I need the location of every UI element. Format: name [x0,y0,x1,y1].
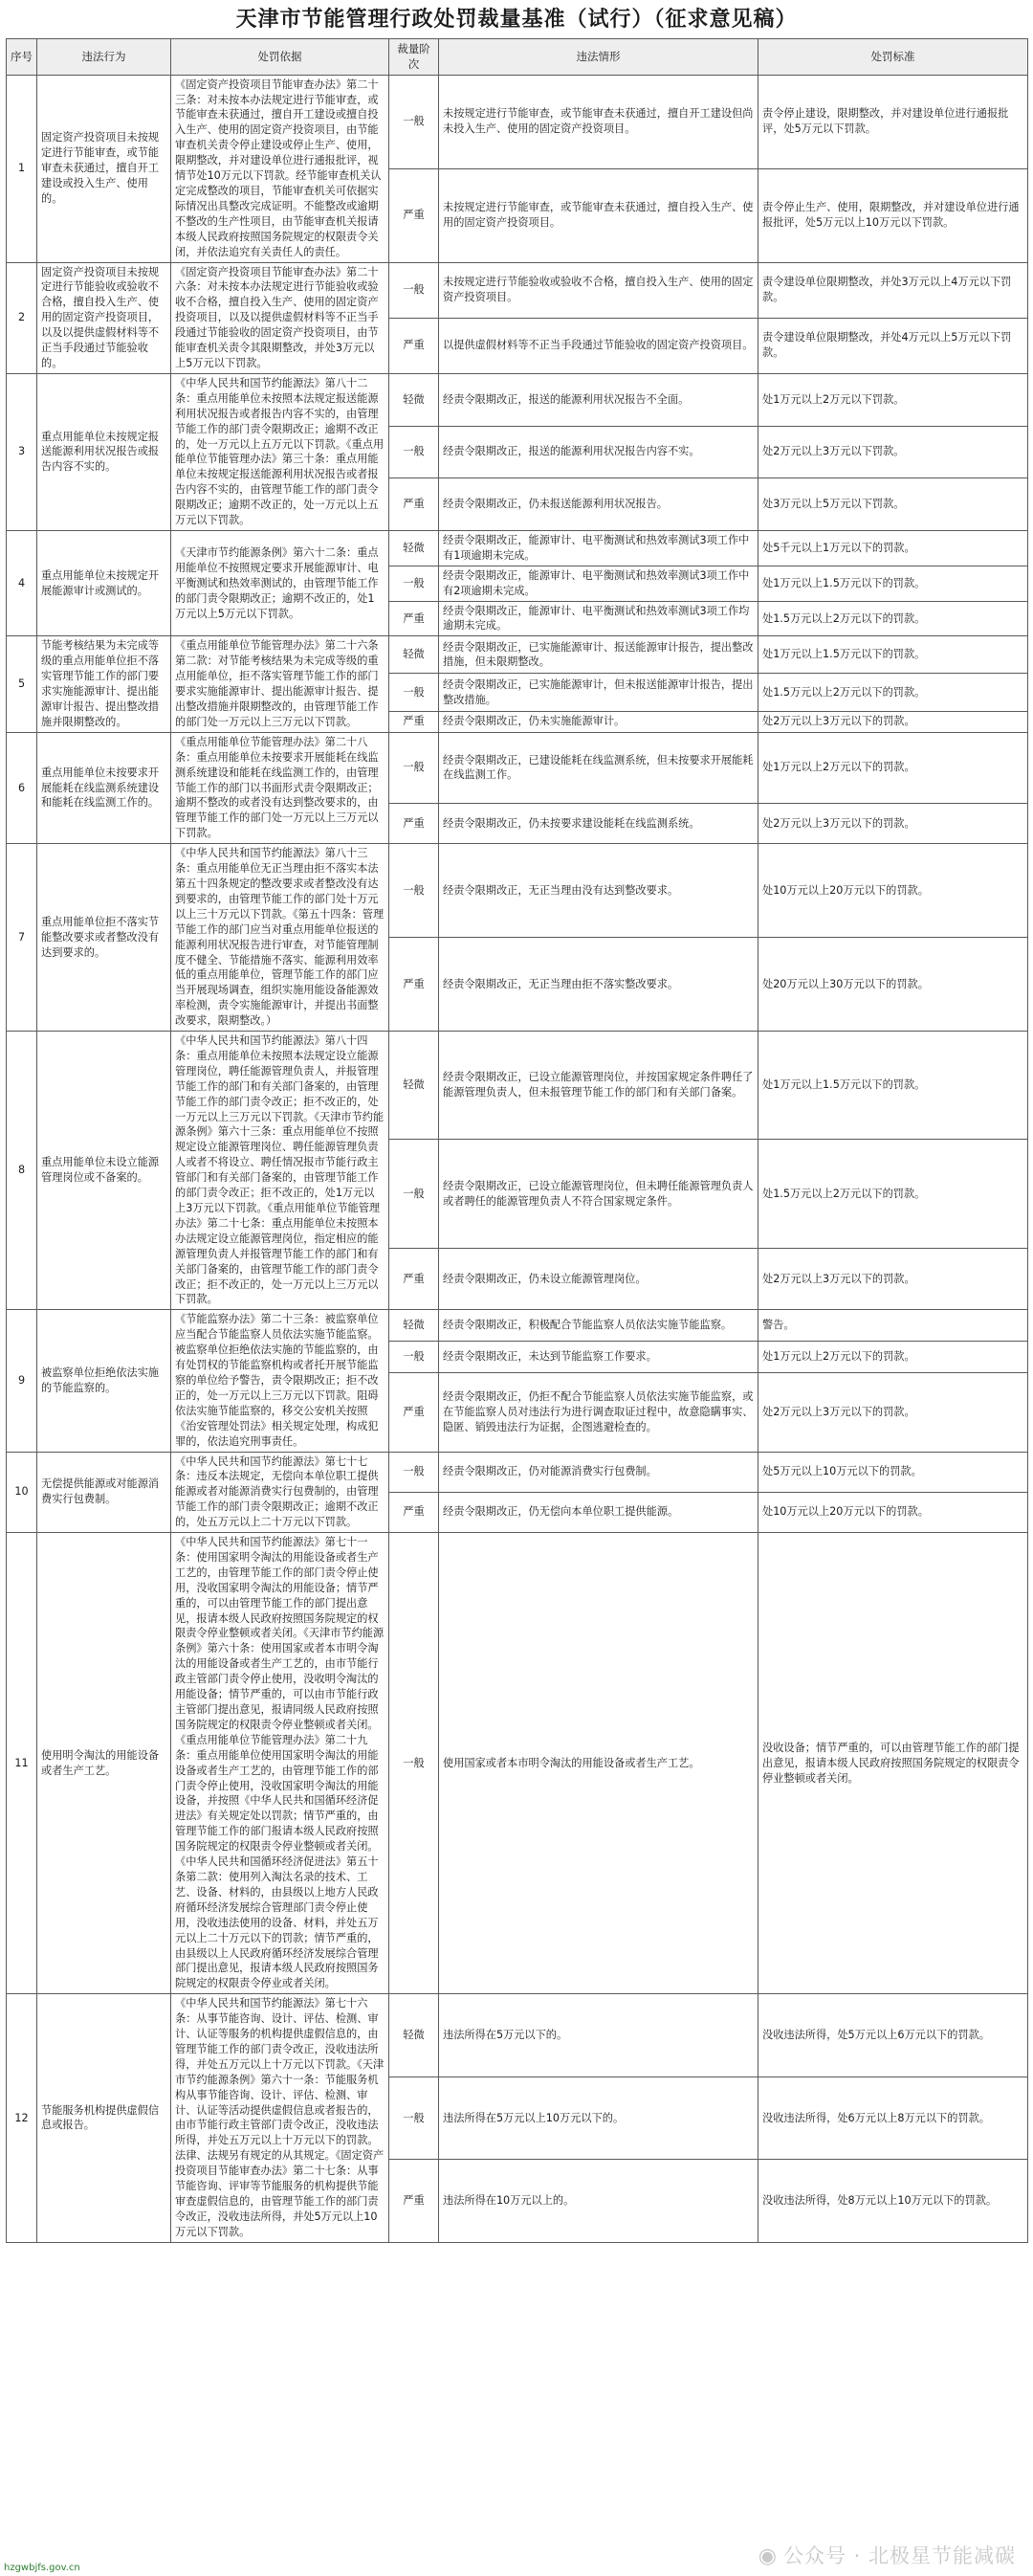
violation-situation: 使用国家或者本市明令淘汰的用能设备或者生产工艺。 [439,1533,758,1994]
violation-act: 使用明令淘汰的用能设备或者生产工艺。 [37,1533,171,1994]
violation-situation: 经责令限期改正，能源审计、电平衡测试和热效率测试3项工作中有1项逾期未完成。 [439,530,758,566]
penalty-basis: 《重点用能单位节能管理办法》第二十六条第二款：对节能考核结果为未完成等级的重点用能单位，拒不落实管理节能工作的部门要求实施能源审计、提出能源审计报告、提出整改措施并限期整改的，由管理节能工作的部门处一万元以上三万元以下罚款。 [171,636,389,732]
discretion-level: 一般 [389,1452,439,1492]
violation-situation: 经责令限期改正，已实施能源审计，但未报送能源审计报告，提出整改措施。 [439,674,758,711]
violation-act: 重点用能单位未按规定开展能源审计或测试的。 [37,530,171,635]
penalty-standard: 处2万元以上3万元以下的罚款。 [758,1372,1028,1452]
table-row [7,1032,1028,1140]
violation-act: 固定资产投资项目未按规定进行节能验收或验收不合格，擅自投入生产、使用的固定资产投资项目，以及以提供虚假材料等不正当手段通过节能验收的。 [37,262,171,373]
discretion-level: 严重 [389,318,439,373]
penalty-standard: 处3万元以上5万元以下罚款。 [758,478,1028,531]
penalty-basis: 《固定资产投资项目节能审查办法》第二十六条：对未按本办法规定进行节能验收或验收不合格，擅自投入生产、使用的固定资产投资项目，以及以提供虚假材料等不正当手段通过节能验收的固定资产投资项目，由节能审查机关责令其限期整改，并处3万元以上5万元以下罚款。 [171,262,389,373]
discretion-level: 一般 [389,2076,439,2160]
header-standard: 处罚标准 [758,39,1028,76]
discretion-level: 严重 [389,1248,439,1309]
row-number: 3 [7,373,37,530]
penalty-standards-table [6,38,1028,2243]
header-situation: 违法情形 [439,39,758,76]
penalty-standard: 没收违法所得，处5万元以上6万元以下的罚款。 [758,1994,1028,2077]
penalty-standard: 处10万元以上20万元以下的罚款。 [758,844,1028,938]
penalty-basis: 《中华人民共和国节约能源法》第八十三条：重点用能单位无正当理由拒不落实本法第五十四条规定的整改要求或者整改没有达到要求的，由管理节能工作的部门处十万元以上三十万元以下罚款。《第五十四条：管理节能工作的部门应当对重点用能单位报送的能源利用状况报告进行审查，对节能管理制度不健全、节能措施不落实、能源利用效率低的重点用能单位，管理节能工作的部门应当开展现场调查，组织实施用能设备能源效率检测，责令实施能源审计，并提出书面整改要求，限期整改。） [171,844,389,1032]
discretion-level: 严重 [389,168,439,262]
header-act: 违法行为 [37,39,171,76]
penalty-basis: 《中华人民共和国节约能源法》第七十六条：从事节能咨询、设计、评估、检测、审计、认证等服务的机构提供虚假信息的，由管理节能工作的部门责令改正，没收违法所得，并处五万元以上十万元以下罚款。《天津市节约能源条例》第六十一条：节能服务机构从事节能咨询、设计、评估、检测、审计、认证等活动提供虚假信息或者报告的，由市节能行政主管部门责令改正，没收违法所得，并处五万元以上十万元以下的罚款。法律、法规另有规定的从其规定。《固定资产投资项目节能审查办法》第二十七条：从事节能咨询、评审等节能服务的机构提供节能审查虚假信息的，由管理节能工作的部门责令改正，没收违法所得，并处5万元以上10万元以下罚款。 [171,1994,389,2243]
table-row [7,1533,1028,1994]
penalty-basis: 《中华人民共和国节约能源法》第八十二条：重点用能单位未按照本法规定报送能源利用状况报告或者报告内容不实的，由管理节能工作的部门责令限期改正；逾期不改正的，处一万元以上五万元以下罚款。《重点用能单位节能管理办法》第三十条：重点用能单位未按规定报送能源利用状况报告或者报告内容不实的，由管理节能工作的部门责令限期改正；逾期不改正的，处一万元以上五万元以下罚款。 [171,373,389,530]
penalty-standard: 处5千元以上1万元以下的罚款。 [758,530,1028,566]
table-row [7,373,1028,426]
penalty-standard: 处2万元以上3万元以下的罚款。 [758,711,1028,732]
penalty-standard: 责令建设单位限期整改，并处3万元以上4万元以下罚款。 [758,262,1028,318]
violation-situation: 违法所得在5万元以上10万元以下的。 [439,2076,758,2160]
table-row [7,530,1028,566]
table-row [7,1310,1028,1342]
row-number: 8 [7,1032,37,1310]
footer-url: hzgwbjfs.gov.cn [4,2563,80,2573]
discretion-level: 严重 [389,2160,439,2243]
row-number: 7 [7,844,37,1032]
penalty-standard: 处1.5万元以上2万元以下的罚款。 [758,601,1028,636]
row-number: 11 [7,1533,37,1994]
penalty-basis: 《固定资产投资项目节能审查办法》第二十三条：对未按本办法规定进行节能审查，或节能审查未获通过，擅自开工建设或擅自投入生产、使用的固定资产投资项目，由节能审查机关责令停止建设或停止生产、使用，限期整改，并对建设单位进行通报批评，视情节处10万元以下罚款。经节能审查机关认定完成整改的项目，节能审查机关可依据实际情况出具整改完成证明。不能整改或逾期不整改的生产性项目，由节能审查机关报请本级人民政府按照国务院规定的权限责令关闭，并依法追究有关责任人的责任。 [171,75,389,262]
discretion-level: 一般 [389,1342,439,1373]
discretion-level: 一般 [389,732,439,803]
penalty-standard: 没收违法所得，处6万元以上8万元以下的罚款。 [758,2076,1028,2160]
violation-act: 重点用能单位未按要求开展能耗在线监测系统建设和能耗在线监测工作的。 [37,732,171,843]
violation-situation: 违法所得在5万元以下的。 [439,1994,758,2077]
penalty-standard: 责令停止生产、使用，限期整改，并对建设单位进行通报批评，处5万元以上10万元以下罚款。 [758,168,1028,262]
violation-situation: 经责令限期改正，仍未实施能源审计。 [439,711,758,732]
penalty-standard: 处1.5万元以上2万元以下的罚款。 [758,1140,1028,1248]
violation-situation: 经责令限期改正，能源审计、电平衡测试和热效率测试3项工作中有2项逾期未完成。 [439,566,758,601]
discretion-level: 一般 [389,1533,439,1994]
violation-act: 被监察单位拒绝依法实施的节能监察的。 [37,1310,171,1452]
violation-situation: 经责令限期改正，报送的能源利用状况报告不全面。 [439,373,758,426]
wechat-icon: ◉ [758,2544,778,2568]
violation-act: 重点用能单位未按规定报送能源利用状况报告或报告内容不实的。 [37,373,171,530]
violation-situation: 经责令限期改正，报送的能源利用状况报告内容不实。 [439,426,758,478]
penalty-standard: 处2万元以上3万元以下的罚款。 [758,804,1028,844]
violation-situation: 经责令限期改正，积极配合节能监察人员依法实施节能监察。 [439,1310,758,1342]
discretion-level: 轻微 [389,373,439,426]
table-row [7,844,1028,938]
watermark [758,2541,1016,2569]
violation-act: 无偿提供能源或对能源消费实行包费制。 [37,1452,171,1533]
violation-situation: 违法所得在10万元以上的。 [439,2160,758,2243]
violation-situation: 经责令限期改正，仍无偿向本单位职工提供能源。 [439,1492,758,1532]
violation-situation: 经责令限期改正，无正当理由没有达到整改要求。 [439,844,758,938]
penalty-basis: 《中华人民共和国节约能源法》第七十七条：违反本法规定，无偿向本单位职工提供能源或者对能源消费实行包费制的，由管理节能工作的部门责令限期改正；逾期不改正的，处五万元以上二十万元以下罚款。 [171,1452,389,1533]
violation-situation: 未按规定进行节能审查，或节能审查未获通过，擅自投入生产、使用的固定资产投资项目。 [439,168,758,262]
violation-situation: 经责令限期改正，已设立能源管理岗位，但未聘任能源管理负责人或者聘任的能源管理负责人不符合国家规定条件。 [439,1140,758,1248]
header-level: 裁量阶次 [389,39,439,76]
penalty-standard: 没收设备；情节严重的，可以由管理节能工作的部门提出意见，报请本级人民政府按照国务院规定的权限责令停业整顿或者关闭。 [758,1533,1028,1994]
discretion-level: 严重 [389,804,439,844]
penalty-standard: 责令停止建设，限期整改，并对建设单位进行通报批评，处5万元以下罚款。 [758,75,1028,168]
table-row [7,636,1028,674]
header-no: 序号 [7,39,37,76]
discretion-level: 轻微 [389,1994,439,2077]
row-number: 12 [7,1994,37,2243]
violation-situation: 未按规定进行节能审查，或节能审查未获通过，擅自开工建设但尚未投入生产、使用的固定资产投资项目。 [439,75,758,168]
violation-situation: 经责令限期改正，仍未报送能源利用状况报告。 [439,478,758,531]
violation-situation: 经责令限期改正，仍对能源消费实行包费制。 [439,1452,758,1492]
discretion-level: 一般 [389,262,439,318]
penalty-standard: 处1万元以上2万元以下的罚款。 [758,732,1028,803]
violation-situation: 未按规定进行节能验收或验收不合格，擅自投入生产、使用的固定资产投资项目。 [439,262,758,318]
violation-situation: 经责令限期改正，已设立能源管理岗位，并按国家规定条件聘任了能源管理负责人，但未报管理节能工作的部门和有关部门备案。 [439,1032,758,1140]
violation-situation: 经责令限期改正，仍未设立能源管理岗位。 [439,1248,758,1309]
penalty-standard: 处1万元以上1.5万元以下的罚款。 [758,1032,1028,1140]
penalty-basis: 《中华人民共和国节约能源法》第七十一条：使用国家明令淘汰的用能设备或者生产工艺的，由管理节能工作的部门责令停止使用，没收国家明令淘汰的用能设备；情节严重的，可以由管理节能工作的部门提出意见，报请本级人民政府按照国务院规定的权限责令停业整顿或者关闭。《天津市节约能源条例》第六十条：使用国家或者本市明令淘汰的用能设备或者生产工艺的，由市节能行政主管部门责令停止使用，没收明令淘汰的用能设备；情节严重的，可以由市节能行政主管部门提出意见，报请同级人民政府按照国务院规定的权限责令停业整顿或者关闭。《重点用能单位节能管理办法》第二十九条：重点用能单位使用国家明令淘汰的用能设备或者生产工艺的，由管理节能工作的部门责令停止使用，没收国家明令淘汰的用能设备，并按照《中华人民共和国循环经济促进法》有关规定处以罚款；情节严重的，由管理节能工作的部门报请本级人民政府按照国务院规定的权限责令停业整顿或者关闭。《中华人民共和国循环经济促进法》第五十条第二款：使用列入淘汰名录的技术、工艺、设备、材料的，由县级以上地方人民政府循环经济发展综合管理部门责令停止使用，没收违法使用的设备、材料，并处五万元以上二十万元以下的罚款；情节严重的，由县级以上人民政府循环经济发展综合管理部门提出意见，报请本级人民政府按照国务院规定的权限责令停业或者关闭。 [171,1533,389,1994]
discretion-level: 轻微 [389,636,439,674]
violation-act: 节能服务机构提供虚假信息或报告。 [37,1994,171,2243]
discretion-level: 一般 [389,844,439,938]
table-row [7,732,1028,803]
row-number: 9 [7,1310,37,1452]
violation-act: 重点用能单位未设立能源管理岗位或不备案的。 [37,1032,171,1310]
row-number: 4 [7,530,37,635]
discretion-level: 一般 [389,674,439,711]
penalty-standard: 处5万元以上10万元以下的罚款。 [758,1452,1028,1492]
penalty-basis: 《节能监察办法》第二十三条：被监察单位应当配合节能监察人员依法实施节能监察。被监察单位拒绝依法实施的节能监察的，由有处罚权的节能监察机构或者托开展节能监察的单位给予警告，责令限期改正；拒不改正的，处一万元以上三万元以下罚款。阻碍依法实施节能监察的，移交公安机关按照《治安管理处罚法》相关规定处理，构成犯罪的，依法追究刑事责任。 [171,1310,389,1452]
penalty-standard: 责令建设单位限期整改，并处4万元以上5万元以下罚款。 [758,318,1028,373]
watermark-text: 公众号 · 北极星节能减碳 [782,2544,1016,2567]
row-number: 10 [7,1452,37,1533]
discretion-level: 严重 [389,711,439,732]
discretion-level: 一般 [389,1140,439,1248]
row-number: 1 [7,75,37,262]
penalty-standard: 处1万元以上1.5万元以下的罚款。 [758,566,1028,601]
page-title: 天津市节能管理行政处罚裁量基准（试行）（征求意见稿） [235,7,798,32]
discretion-level: 严重 [389,478,439,531]
discretion-level: 一般 [389,75,439,168]
penalty-standard: 处1万元以上2万元以下罚款。 [758,373,1028,426]
violation-situation: 经责令限期改正，无正当理由拒不落实整改要求。 [439,938,758,1032]
discretion-level: 轻微 [389,530,439,566]
violation-act: 节能考核结果为未完成等级的重点用能单位拒不落实管理节能工作的部门要求实施能源审计、提出能源审计报告、提出整改措施并限期整改的。 [37,636,171,732]
discretion-level: 轻微 [389,1032,439,1140]
violation-act: 固定资产投资项目未按规定进行节能审查，或节能审查未获通过，擅自开工建设或投入生产、使用的。 [37,75,171,262]
penalty-standard: 处1.5万元以上2万元以下的罚款。 [758,674,1028,711]
discretion-level: 一般 [389,426,439,478]
row-number: 6 [7,732,37,843]
row-number: 2 [7,262,37,373]
table-row [7,75,1028,168]
discretion-level: 严重 [389,601,439,636]
discretion-level: 严重 [389,1492,439,1532]
penalty-standard: 处2万元以上3万元以下罚款。 [758,426,1028,478]
discretion-level: 严重 [389,938,439,1032]
table-row [7,262,1028,318]
violation-situation: 经责令限期改正，已实施能源审计、报送能源审计报告，提出整改措施，但未限期整改。 [439,636,758,674]
penalty-standard: 处1万元以上2万元以下的罚款。 [758,1342,1028,1373]
header-basis: 处罚依据 [171,39,389,76]
penalty-standard: 警告。 [758,1310,1028,1342]
violation-situation: 经责令限期改正，仍未按要求建设能耗在线监测系统。 [439,804,758,844]
violation-situation: 经责令限期改正，未达到节能监察工作要求。 [439,1342,758,1373]
penalty-basis: 《天津市节约能源条例》第六十二条：重点用能单位不按照规定要求开展能源审计、电平衡测试和热效率测试的，由管理节能工作的部门责令限期改正；逾期不改正的，处1万元以上5万元以下罚款。 [171,530,389,635]
table-row [7,1994,1028,2077]
penalty-standard: 处20万元以上30万元以下的罚款。 [758,938,1028,1032]
table-row [7,1452,1028,1492]
discretion-level: 严重 [389,1372,439,1452]
penalty-standard: 处1万元以上1.5万元以下的罚款。 [758,636,1028,674]
penalty-standard: 处10万元以上20万元以下的罚款。 [758,1492,1028,1532]
penalty-basis: 《重点用能单位节能管理办法》第二十八条：重点用能单位未按要求开展能耗在线监测系统建设和能耗在线监测工作的，由管理节能工作的部门以书面形式责令限期改正；逾期不整改的或者没有达到整改要求的，由管理节能工作的部门处一万元以上三万元以下罚款。 [171,732,389,843]
violation-situation: 经责令限期改正，已建设能耗在线监测系统，但未按要求开展能耗在线监测工作。 [439,732,758,803]
violation-situation: 经责令限期改正，能源审计、电平衡测试和热效率测试3项工作均逾期未完成。 [439,601,758,636]
penalty-standard: 处2万元以上3万元以下的罚款。 [758,1248,1028,1309]
penalty-standard: 没收违法所得，处8万元以上10万元以下的罚款。 [758,2160,1028,2243]
violation-situation: 以提供虚假材料等不正当手段通过节能验收的固定资产投资项目。 [439,318,758,373]
violation-act: 重点用能单位拒不落实节能整改要求或者整改没有达到要求的。 [37,844,171,1032]
discretion-level: 轻微 [389,1310,439,1342]
table-header-row [7,39,1028,76]
violation-situation: 经责令限期改正，仍拒不配合节能监察人员依法实施节能监察，或在节能监察人员对违法行为进行调查取证过程中，故意隐瞒事实、隐匿、销毁违法行为证据，企图逃避检查的。 [439,1372,758,1452]
discretion-level: 一般 [389,566,439,601]
row-number: 5 [7,636,37,732]
penalty-basis: 《中华人民共和国节约能源法》第八十四条：重点用能单位未按照本法规定设立能源管理岗位，聘任能源管理负责人，并报管理节能工作的部门和有关部门备案的，由管理节能工作的部门责令改正；拒不改正的，处一万元以上三万元以下罚款。《天津市节约能源条例》第六十三条：重点用能单位不按照规定设立能源管理岗位、聘任能源管理负责人或者不将设立、聘任情况报市节能行政主管部门和有关部门备案的，由管理节能工作的部门责令改正；拒不改正的，处1万元以上3万元以下罚款。《重点用能单位节能管理办法》第二十七条：重点用能单位未按照本办法规定设立能源管理岗位，指定相应的能源管理负责人并报管理节能工作的部门和有关部门备案的，由管理节能工作的部门责令改正；拒不改正的，处一万元以上三万元以下罚款。 [171,1032,389,1310]
